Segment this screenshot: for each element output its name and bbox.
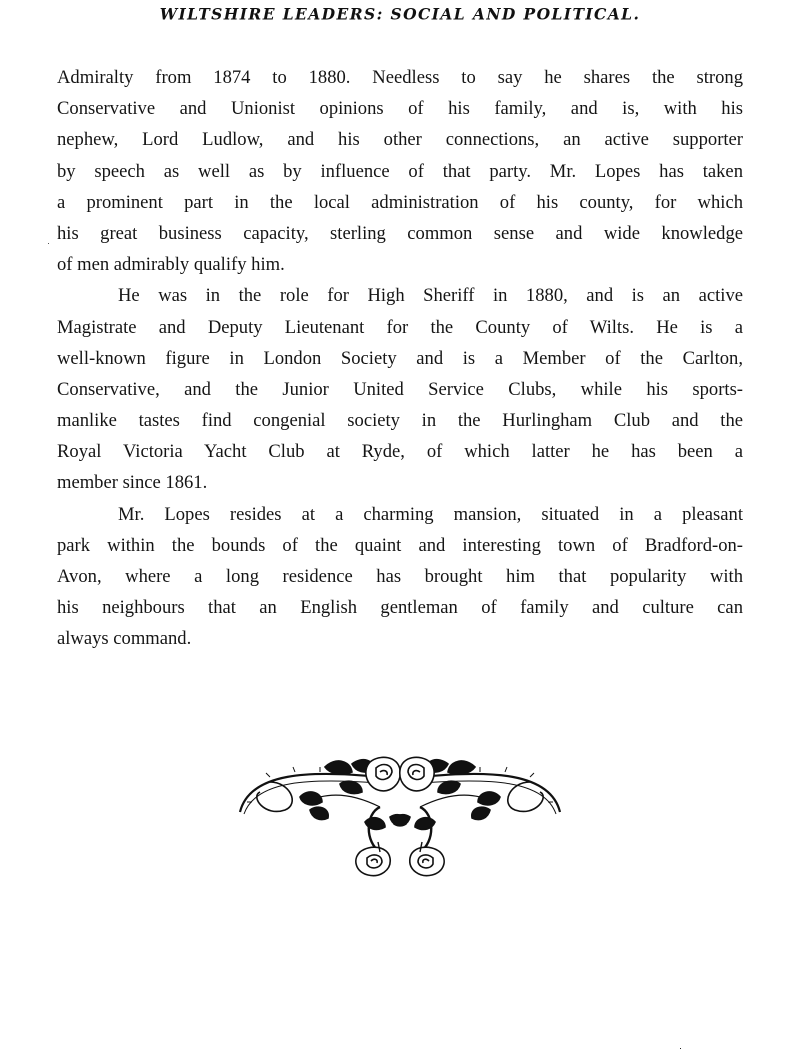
text-line: a prominent part in the local administration of his county, for which [57, 191, 743, 213]
text-line: He was in the role for High Sheriff in 1880, and is an active [118, 285, 743, 307]
text-line: Conservative, and the Junior United Service Clubs, while his sports- [57, 378, 743, 400]
paragraph-2 [57, 280, 743, 498]
margin-speck [48, 243, 49, 244]
text-line: of men admirably qualify him. [57, 254, 285, 276]
text-line: member since 1861. [57, 472, 208, 494]
text-line: always command. [57, 628, 192, 650]
text-line: park within the bounds of the quaint and interesting town of Bradford-on- [57, 534, 743, 556]
paragraph-1 [57, 62, 743, 280]
text-line: Royal Victoria Yacht Club at Ryde, of which latter he has been a [57, 441, 743, 463]
text-line: by speech as well as by influence of that party. Mr. Lopes has taken [57, 160, 743, 182]
text-line: his neighbours that an English gentleman of family and culture can [57, 597, 743, 619]
scan-speck [680, 1048, 681, 1049]
body-text [57, 62, 743, 655]
text-line: Admiralty from 1874 to 1880. Needless to say he shares the strong [57, 67, 743, 88]
text-line: Mr. Lopes resides at a charming mansion, situated in a pleasant [118, 503, 743, 525]
text-line: well-known figure in London Society and is a Member of the Carlton, [57, 347, 743, 369]
paragraph-3 [57, 499, 743, 655]
text-line: his great business capacity, sterling common sense and wide knowledge [57, 222, 743, 244]
text-line: manlike tastes find congenial society in the Hurlingham Club and the [57, 410, 743, 432]
text-line: Avon, where a long residence has brought him that popularity with [57, 566, 743, 587]
text-line: Magistrate and Deputy Lieutenant for the County of Wilts. He is a [57, 316, 743, 338]
running-head: WILTSHIRE LEADERS: SOCIAL AND POLITICAL. [159, 3, 641, 24]
text-line: Conservative and Unionist opinions of his family, and is, with his [57, 98, 743, 120]
floral-rose-vignette-icon [230, 752, 570, 882]
text-line: nephew, Lord Ludlow, and his other connections, an active supporter [57, 129, 743, 151]
